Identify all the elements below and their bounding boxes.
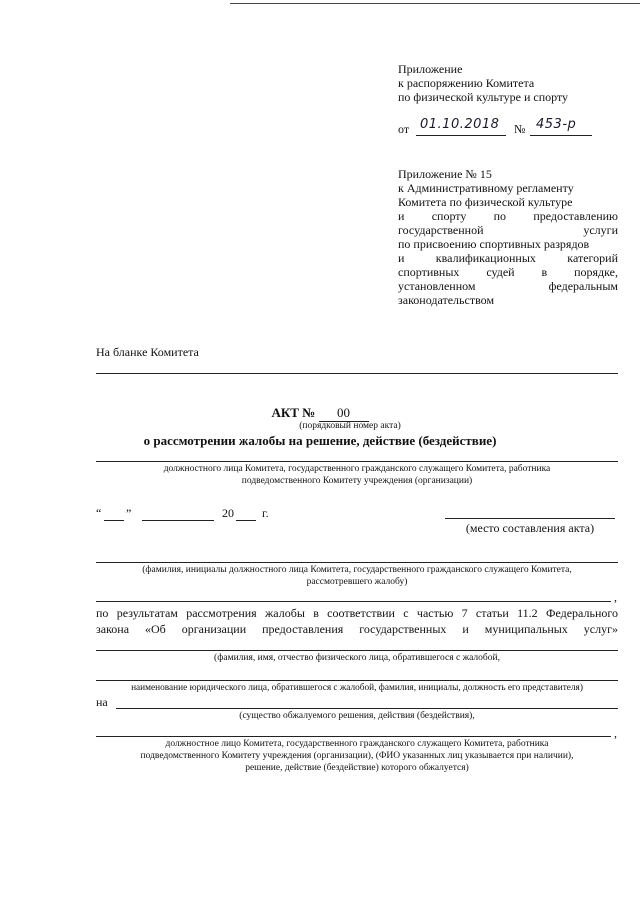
handwritten-number: 453-р bbox=[536, 117, 577, 132]
appendix-line-1: Приложение bbox=[398, 62, 463, 76]
letterhead-label: На бланке Комитета bbox=[96, 345, 199, 359]
official-line bbox=[96, 461, 618, 462]
regulation-line: и спорту по предоставлению bbox=[398, 209, 618, 223]
act-number: 00 bbox=[319, 405, 369, 422]
year-prefix: 20 bbox=[222, 506, 234, 520]
act-title-prefix: АКТ № bbox=[271, 405, 316, 420]
number-label: № bbox=[514, 122, 526, 136]
appealed-caption: должностное лицо Комитета, государственного гражданского служащего Комитета, работника подведомственного Комитету учреждения (организации), (ФИО указанных лиц указывается при наличии), решение, действие (бездействие) которого обжалуется) bbox=[140, 739, 574, 773]
day-blank bbox=[104, 520, 124, 521]
result-text-line-2: закона «Об организации предоставления государственных и муниципальных услуг» bbox=[96, 622, 618, 636]
reviewer-line bbox=[96, 562, 618, 563]
letterhead-line bbox=[96, 373, 618, 374]
applicant-caption: (фамилия, имя, отчество физического лица, обратившегося с жалобой, bbox=[214, 653, 500, 663]
appendix-15-title: Приложение № 15 bbox=[398, 167, 492, 181]
act-date bbox=[96, 506, 296, 524]
act-subject: о рассмотрении жалобы на решение, действие (бездействие) bbox=[143, 433, 497, 448]
reviewer-caption: (фамилия, инициалы должностного лица Комитета, государственного гражданского служащего Комитета, рассмотревшего жалобу) bbox=[142, 565, 572, 587]
year-blank bbox=[236, 520, 256, 521]
appendix-header bbox=[398, 62, 618, 104]
regulation-line: спортивных судей в порядке, bbox=[398, 265, 618, 279]
applicant-line bbox=[96, 650, 618, 651]
legal-entity-caption: наименование юридического лица, обратившегося с жалобой, фамилия, инициалы, должность его представителя) bbox=[131, 683, 583, 693]
act-number-caption: (порядковый номер акта) bbox=[299, 421, 401, 431]
legal-entity-line bbox=[96, 680, 618, 681]
appealed-line bbox=[96, 736, 611, 737]
regulation-line: законодательством bbox=[398, 293, 495, 307]
scan-edge-line bbox=[230, 3, 640, 4]
reviewer-line-2 bbox=[96, 601, 611, 602]
result-text-line-1: по результатам рассмотрения жалобы в соответствии с частью 7 статьи 11.2 Федерального bbox=[96, 606, 618, 620]
appendix-15 bbox=[398, 167, 618, 307]
place-line bbox=[445, 518, 615, 519]
essence-line bbox=[116, 708, 618, 709]
regulation-line: к Административному регламенту bbox=[398, 181, 574, 195]
regulation-line: государственной услуги bbox=[398, 223, 618, 237]
regulation-line: Комитета по физической культуре bbox=[398, 195, 573, 209]
date-quote-close: ” bbox=[126, 506, 132, 520]
official-caption: должностного лица Комитета, государственного гражданского служащего Комитета, работника подведомственного Комитету учреждения (организации) bbox=[163, 464, 551, 486]
handwritten-date: 01.10.2018 bbox=[420, 117, 500, 132]
regulation-line: установленном федеральным bbox=[398, 279, 618, 293]
appendix-line-2: к распоряжению Комитета bbox=[398, 76, 535, 90]
order-reference bbox=[398, 118, 620, 138]
place-caption: (место составления акта) bbox=[465, 521, 595, 535]
essence-caption: (существо обжалуемого решения, действия (бездействия), bbox=[239, 711, 475, 721]
from-label: от bbox=[398, 122, 410, 136]
appendix-line-3: по физической культуре и спорту bbox=[398, 90, 569, 104]
regulation-line: и квалификационных категорий bbox=[398, 251, 618, 265]
regulation-line: по присвоению спортивных разрядов bbox=[398, 237, 590, 251]
appealed-comma: , bbox=[614, 726, 617, 740]
reviewer-comma: , bbox=[614, 590, 617, 604]
year-suffix: г. bbox=[262, 506, 269, 520]
number-underline bbox=[530, 135, 592, 136]
month-blank bbox=[142, 520, 214, 521]
date-underline bbox=[416, 135, 506, 136]
date-quote-open: “ bbox=[96, 506, 102, 520]
on-label: на bbox=[96, 695, 108, 709]
